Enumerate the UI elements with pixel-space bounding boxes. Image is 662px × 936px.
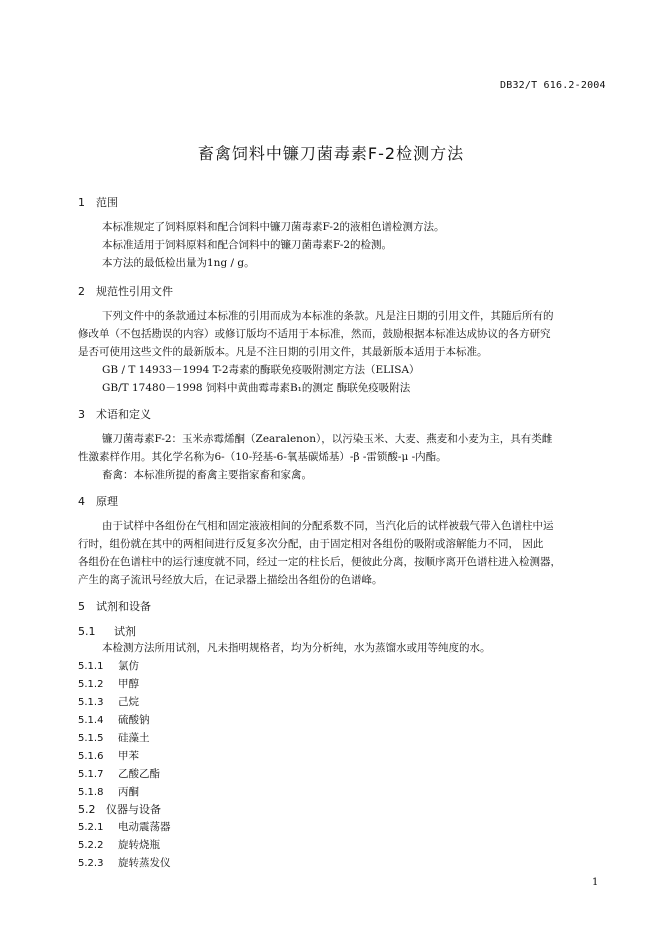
list-item: 5.1.8 丙酮: [78, 786, 139, 798]
subsection-heading-5-2: 5.2 仪器与设备: [78, 803, 161, 816]
paragraph: 是否可使用这些文件的最新版本。凡是不注日期的引用文件，其最新版本适用于本标准。: [78, 346, 488, 358]
list-item: 5.2.2 旋转烧瓶: [78, 839, 160, 851]
paragraph: 产生的离子流讯号经放大后，在记录器上描绘出各组份的色谱峰。: [78, 574, 383, 586]
list-item: 5.1.5 硅藻土: [78, 732, 150, 744]
reference-item: GB/T 17480－1998 饲料中黄曲霉毒素B₁的测定 酶联免疫吸附法: [102, 382, 411, 394]
section-heading-5: 5 试剂和设备: [78, 600, 151, 613]
document-code: DB32/T 616.2-2004: [500, 80, 606, 91]
paragraph: 本方法的最低检出量为1ng / g。: [102, 257, 255, 269]
list-item: 5.2.3 旋转蒸发仪: [78, 857, 171, 869]
paragraph: 各组份在色谱柱中的运行速度就不同，经过一定的柱长后，便彼此分离，按顺序离开色谱柱进入检测器，: [78, 556, 561, 568]
reference-item: GB / T 14933－1994 T-2毒素的酶联免疫吸附测定方法（ELISA）: [102, 364, 420, 376]
section-heading-2: 2 规范性引用文件: [78, 285, 173, 298]
section-heading-4: 4 原理: [78, 495, 118, 508]
subsection-heading-5-1: 5.1 试剂: [78, 625, 136, 638]
list-item: 5.1.4 硫酸钠: [78, 714, 150, 726]
paragraph: 本标准规定了饲料原料和配合饲料中镰刀菌毒素F-2的液相色谱检测方法。: [102, 221, 445, 233]
document-title: 畜禽饲料中镰刀菌毒素F-2检测方法: [197, 144, 465, 163]
paragraph: 修改单（不包括勘误的内容）或修订版均不适用于本标准，然而，鼓励根据本标准达成协议的各方研究: [78, 328, 551, 340]
list-item: 5.1.3 己烷: [78, 696, 139, 708]
paragraph: 本标准适用于饲料原料和配合饲料中的镰刀菌毒素F-2的检测。: [102, 239, 393, 251]
paragraph: 镰刀菌毒素F-2：玉米赤霉烯酮（Zearalenon），以污染玉米、大麦、燕麦和小麦为主，具有类雌: [102, 433, 553, 445]
paragraph: 由于试样中各组份在气相和固定液液相间的分配系数不同，当汽化后的试样被载气带入色谱柱中运: [102, 520, 554, 532]
section-heading-3: 3 术语和定义: [78, 408, 151, 421]
section-heading-1: 1 范围: [78, 196, 118, 209]
paragraph: 下列文件中的条款通过本标准的引用而成为本标准的条款。凡是注日期的引用文件，其随后所有的: [102, 310, 554, 322]
list-item: 5.1.2 甲醇: [78, 678, 139, 690]
list-item: 5.1.6 甲苯: [78, 750, 139, 762]
list-item: 5.1.7 乙酸乙酯: [78, 768, 160, 780]
paragraph: 畜禽：本标准所提的畜禽主要指家畜和家禽。: [102, 469, 312, 481]
paragraph: 性激素样作用。其化学名称为6-（10-羟基-6-氧基碳烯基）-β -雷锁酸-μ -内酯。: [78, 451, 447, 463]
list-item: 5.1.1 氯仿: [78, 660, 139, 672]
page-number: 1: [592, 877, 599, 888]
list-item: 5.2.1 电动震荡器: [78, 821, 171, 833]
paragraph: 本检测方法所用试剂，凡未指明规格者，均为分析纯，水为蒸馏水或用等纯度的水。: [102, 642, 491, 654]
paragraph: 行时，组份就在其中的两相间进行反复多次分配，由于固定相对各组份的吸附或溶解能力不同， 因此: [78, 538, 544, 550]
